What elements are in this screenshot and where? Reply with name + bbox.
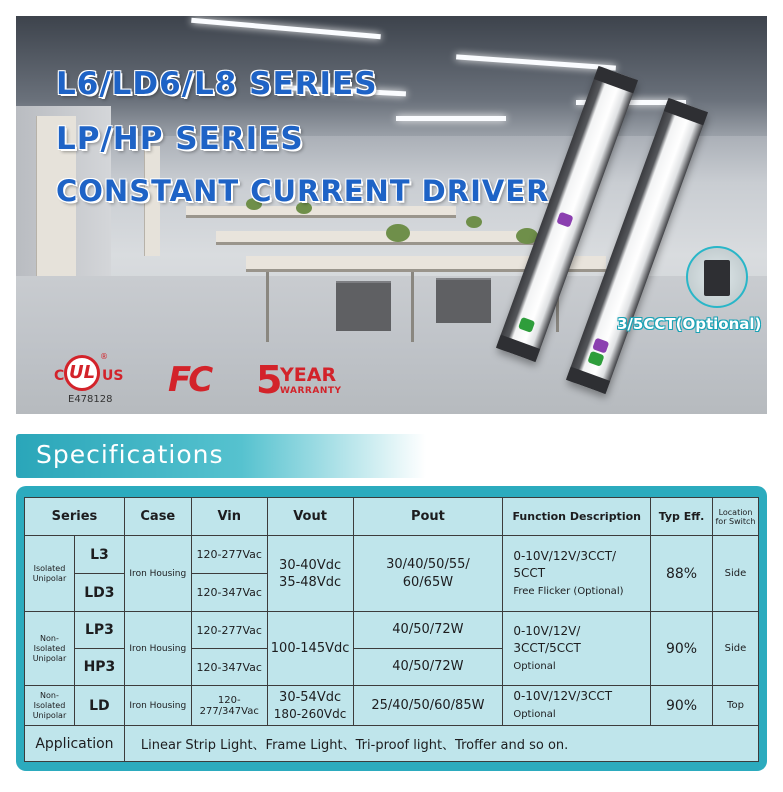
application-row	[25, 726, 759, 762]
hero-title-line3: CONSTANT CURRENT DRIVER	[56, 174, 550, 208]
plant	[466, 216, 482, 228]
function-description	[503, 612, 651, 686]
pout-line2: 60/65W	[402, 574, 454, 590]
model-ld: LD	[74, 686, 124, 726]
plant	[386, 224, 410, 242]
function-line1: 0-10V/12V/	[513, 623, 581, 638]
office-cabinet	[336, 281, 391, 331]
vout-line2: 35-48Vdc	[279, 574, 342, 590]
header-function: Function Description	[503, 498, 651, 536]
pout-value: 25/40/50/60/85W	[353, 686, 503, 726]
pout-line1: 30/40/50/55/	[386, 556, 470, 572]
hero-title-line2: LP/HP SERIES	[56, 121, 304, 157]
header-location: Location for Switch	[712, 498, 758, 536]
vin-value: 120-277/347Vac	[191, 686, 267, 726]
warranty-year-text: YEAR	[280, 364, 337, 386]
vout-line1: 30-40Vdc	[279, 557, 342, 573]
series-type-line2: Unipolar	[32, 710, 67, 720]
application-text: Linear Strip Light、Frame Light、Tri-proof light、Troffer and so on.	[124, 726, 758, 762]
function-note: Free Flicker (Optional)	[513, 585, 624, 597]
fcc-logo: FC	[168, 360, 211, 400]
table-header-row	[25, 498, 759, 536]
series-type	[25, 612, 75, 686]
series-type-line1: Non-Isolated	[33, 690, 66, 710]
header-vin: Vin	[191, 498, 267, 536]
vin-value: 120-277Vac	[191, 536, 267, 574]
function-description	[503, 686, 651, 726]
header-series: Series	[25, 498, 125, 536]
efficiency-value: 90%	[651, 612, 713, 686]
vin-value: 120-277Vac	[191, 612, 267, 649]
vout-line1: 30-54Vdc	[279, 689, 342, 705]
hero-banner	[16, 16, 767, 414]
ul-us-text: US	[102, 368, 124, 384]
function-line1: 0-10V/12V/3CCT	[513, 689, 613, 703]
header-vout: Vout	[267, 498, 353, 536]
case-value: Iron Housing	[124, 686, 191, 726]
terminal-block	[518, 317, 535, 333]
function-description	[503, 536, 651, 612]
ul-registered-mark: ®	[100, 352, 108, 361]
header-pout: Pout	[353, 498, 503, 536]
series-type	[25, 686, 75, 726]
function-line1: 0-10V/12V/3CCT/	[513, 548, 617, 563]
model-l3: L3	[74, 536, 124, 574]
case-value: Iron Housing	[124, 612, 191, 686]
switch-location: Side	[712, 536, 758, 612]
cct-switch-zoom	[686, 246, 748, 308]
switch-location: Side	[712, 612, 758, 686]
series-type-line2: Unipolar	[32, 573, 67, 583]
vin-value: 120-347Vac	[191, 649, 267, 686]
model-hp3: HP3	[74, 649, 124, 686]
switch-location: Top	[712, 686, 758, 726]
ul-certification-logo	[54, 352, 134, 408]
model-ld3: LD3	[74, 574, 124, 612]
table-row	[25, 536, 759, 574]
vout-line2: 180-260Vdc	[273, 706, 347, 721]
hero-title-line1: L6/LD6/L8 SERIES	[56, 66, 378, 102]
ul-file-number: E478128	[68, 394, 113, 405]
application-label: Application	[25, 726, 125, 762]
efficiency-value: 88%	[651, 536, 713, 612]
vin-value: 120-347Vac	[191, 574, 267, 612]
vout-value	[267, 536, 353, 612]
spec-table	[24, 497, 759, 762]
ul-c-text: C	[54, 368, 65, 384]
function-note: Optional	[513, 709, 556, 720]
header-case: Case	[124, 498, 191, 536]
terminal-block	[556, 212, 573, 228]
pout-value: 40/50/72W	[353, 612, 503, 649]
header-eff: Typ Eff.	[651, 498, 713, 536]
pout-value: 40/50/72W	[353, 649, 503, 686]
efficiency-value: 90%	[651, 686, 713, 726]
case-value: Iron Housing	[124, 536, 191, 612]
series-type-line1: Non-Isolated	[33, 633, 66, 653]
function-line2: 3CCT/5CCT	[513, 640, 581, 655]
table-row	[25, 612, 759, 649]
cct-optional-label: 3/5CCT(Optional)	[617, 315, 762, 333]
ceiling-light	[396, 116, 506, 121]
vout-value: 100-145Vdc	[267, 612, 353, 686]
series-type-line2: Unipolar	[32, 653, 67, 663]
pout-value	[353, 536, 503, 612]
warranty-text: WARRANTY	[280, 386, 342, 396]
cct-switch	[704, 260, 730, 296]
vout-value	[267, 686, 353, 726]
office-cabinet	[436, 278, 491, 323]
table-row	[25, 686, 759, 726]
desk-leg	[411, 272, 414, 342]
desk-leg	[266, 272, 269, 342]
spec-table-frame	[16, 486, 767, 771]
function-line2: 5CCT	[513, 565, 546, 580]
specifications-banner	[16, 434, 426, 478]
series-type-line1: Isolated	[33, 563, 66, 573]
specifications-title: Specifications	[36, 440, 224, 469]
model-lp3: LP3	[74, 612, 124, 649]
function-note: Optional	[513, 660, 556, 672]
ul-badge: UL	[64, 355, 100, 391]
terminal-block	[587, 351, 604, 367]
office-desk	[216, 231, 536, 245]
warranty-years: 5	[256, 358, 283, 402]
series-type	[25, 536, 75, 612]
